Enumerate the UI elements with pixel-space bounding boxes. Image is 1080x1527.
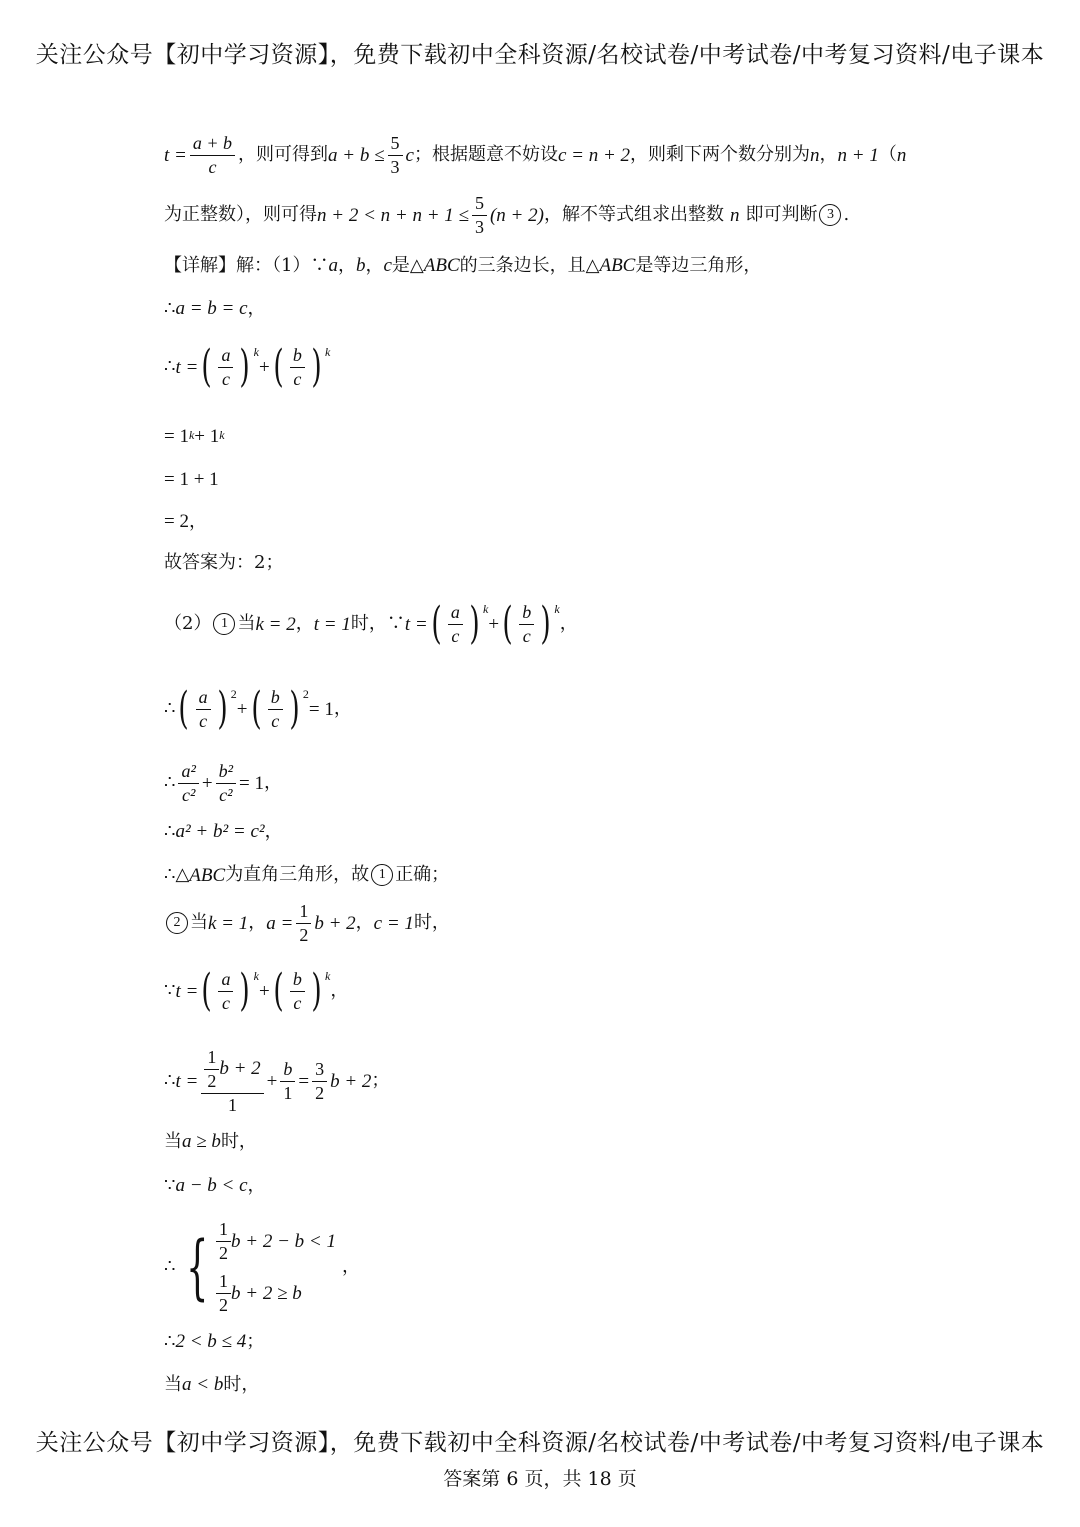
denominator: c bbox=[293, 368, 302, 389]
text: ∵ bbox=[164, 980, 176, 1002]
text: ， bbox=[330, 980, 349, 1002]
text: 时， bbox=[413, 912, 450, 934]
circled-number: 1 bbox=[213, 613, 235, 635]
solution-line-18 bbox=[164, 1132, 257, 1151]
solution-line-21 bbox=[164, 1332, 264, 1351]
text: 【详解】解：（1）∵ bbox=[164, 254, 329, 276]
solution-line-1 bbox=[164, 132, 906, 178]
text: ， bbox=[341, 1256, 360, 1278]
denominator: c bbox=[221, 368, 230, 389]
math: c bbox=[383, 255, 392, 276]
inequality-row bbox=[216, 1270, 336, 1316]
math: t = bbox=[175, 980, 199, 1002]
solution-line-22 bbox=[164, 1375, 259, 1394]
numerator: b bbox=[290, 968, 305, 992]
numerator bbox=[201, 1045, 263, 1094]
math: ABC bbox=[189, 864, 226, 886]
solution-line-4 bbox=[164, 299, 266, 318]
math: b + 2 ≥ b bbox=[231, 1283, 302, 1305]
math: n bbox=[810, 144, 820, 166]
denominator: c bbox=[199, 710, 208, 731]
text: ∴ bbox=[164, 1070, 176, 1092]
numerator: a bbox=[218, 968, 233, 992]
text: 时， bbox=[220, 1130, 257, 1152]
parenthesized-fraction: ( $\frac{a}{c}$ ) bbox=[201, 341, 251, 393]
text: 为正整数），则可得 bbox=[164, 204, 317, 226]
text: ；根据题意不妨设 bbox=[413, 144, 558, 166]
math: (n + 2) bbox=[489, 204, 544, 226]
text: 正确； bbox=[395, 864, 450, 885]
text: ； bbox=[246, 1330, 265, 1352]
fraction bbox=[190, 132, 235, 178]
math: a ≥ b bbox=[182, 1131, 221, 1152]
exponent: k bbox=[253, 345, 259, 359]
math: n bbox=[896, 144, 907, 166]
parenthesized-fraction: ( $\frac{b}{c}$ ) bbox=[502, 598, 551, 650]
text: ， bbox=[355, 912, 374, 934]
exponent: k bbox=[325, 345, 331, 359]
text: （2） bbox=[164, 613, 212, 635]
left-brace: { bbox=[186, 1226, 209, 1309]
math: = 1 bbox=[238, 772, 264, 794]
fraction bbox=[280, 1058, 295, 1104]
math: k = 1 bbox=[208, 912, 249, 934]
denominator: 3 bbox=[390, 156, 400, 177]
text: ， bbox=[337, 254, 356, 276]
math: a bbox=[328, 255, 338, 276]
numerator: 1 bbox=[216, 1270, 231, 1294]
math: c bbox=[405, 144, 414, 166]
exponent: k bbox=[188, 428, 195, 442]
math: a = bbox=[266, 912, 294, 934]
math: + bbox=[258, 980, 270, 1002]
solution-line-8 bbox=[164, 512, 207, 531]
fraction bbox=[472, 192, 487, 238]
text: ∴ bbox=[164, 820, 176, 842]
denominator: c bbox=[221, 992, 230, 1013]
math: + bbox=[201, 772, 213, 794]
text: ∴ bbox=[164, 1330, 176, 1352]
text: 即可判断 bbox=[745, 204, 818, 226]
solution-line-7 bbox=[164, 470, 219, 489]
parenthesized-fraction: ( $\frac{b}{c}$ ) bbox=[273, 965, 322, 1017]
denominator: 2 bbox=[219, 1295, 228, 1316]
solution-line-17 bbox=[164, 1045, 389, 1117]
math: t = bbox=[404, 613, 428, 635]
math: a = b = c bbox=[175, 298, 248, 319]
text: ， bbox=[188, 510, 207, 532]
text: 时，∵ bbox=[350, 613, 405, 635]
solution-line-2 bbox=[164, 192, 849, 238]
math: a < b bbox=[182, 1374, 224, 1395]
text: ∴ bbox=[164, 698, 176, 720]
denominator: c bbox=[271, 710, 280, 731]
exponent: k bbox=[253, 969, 259, 983]
text: ∵ bbox=[164, 1174, 176, 1196]
text: ，则剩下两个数分别为 bbox=[630, 144, 811, 166]
math: = 1 bbox=[308, 698, 334, 720]
numerator: 5 bbox=[472, 192, 487, 216]
solution-line-14 bbox=[164, 864, 449, 886]
text: ， bbox=[248, 912, 267, 934]
denominator: 2 bbox=[207, 1070, 217, 1091]
math: t = bbox=[175, 1070, 199, 1092]
text: ， bbox=[559, 613, 578, 635]
fraction bbox=[388, 132, 403, 178]
circled-number: 3 bbox=[819, 204, 841, 226]
text: ，则可得到 bbox=[238, 144, 329, 166]
math: = 1 bbox=[164, 426, 189, 447]
text: ， bbox=[263, 772, 282, 794]
fraction bbox=[204, 1046, 219, 1092]
math: t = 1 bbox=[313, 613, 351, 635]
numerator: 1 bbox=[204, 1046, 219, 1070]
math: k = 2 bbox=[255, 613, 296, 635]
inequality-row bbox=[216, 1218, 336, 1264]
text: 是等边三角形， bbox=[635, 254, 762, 276]
numerator: a bbox=[196, 686, 211, 710]
solution-line-9 bbox=[164, 554, 283, 572]
text: ∴△ bbox=[164, 864, 190, 885]
math: + bbox=[258, 356, 270, 378]
math: ABC bbox=[599, 255, 636, 276]
text: 当 bbox=[164, 1373, 182, 1395]
bottom-promo-banner: 关注公众号【初中学习资源】，免费下载初中全科资源/名校试卷/中考试卷/中考复习资料/电子课本 bbox=[35, 1430, 1045, 1456]
numerator: a bbox=[218, 344, 233, 368]
denominator: c bbox=[522, 625, 531, 646]
exponent: k bbox=[483, 602, 489, 616]
solution-line-10 bbox=[164, 598, 578, 650]
top-promo-banner: 关注公众号【初中学习资源】，免费下载初中全科资源/名校试卷/中考试卷/中考复习资料/电子课本 bbox=[35, 42, 1045, 68]
text: . bbox=[843, 204, 850, 226]
exponent: 2 bbox=[230, 687, 237, 701]
math: b + 2 − b < 1 bbox=[231, 1230, 336, 1252]
solution-line-12 bbox=[164, 760, 282, 806]
text: ； bbox=[371, 1070, 390, 1092]
exponent: k bbox=[325, 969, 331, 983]
numerator: b bbox=[519, 601, 534, 625]
numerator: a + b bbox=[190, 132, 235, 156]
text: 的三条边长，且△ bbox=[459, 254, 600, 276]
text: 当 bbox=[164, 1130, 182, 1152]
math: b bbox=[355, 255, 366, 276]
text: ∴ bbox=[164, 297, 176, 319]
solution-line-20 bbox=[164, 1218, 360, 1317]
math: n + 1 bbox=[837, 144, 879, 166]
math: a − b < c bbox=[175, 1175, 248, 1196]
numerator: 3 bbox=[312, 1058, 327, 1082]
parenthesized-fraction: ( $\frac{b}{c}$ ) bbox=[250, 683, 300, 735]
circled-number: 2 bbox=[166, 912, 188, 934]
text: ， bbox=[333, 698, 352, 720]
math: = 2 bbox=[164, 511, 189, 532]
denominator: 2 bbox=[315, 1082, 325, 1103]
text: ∴ bbox=[164, 772, 176, 794]
text: 当 bbox=[237, 613, 256, 635]
denominator: c bbox=[208, 156, 217, 177]
text: （ bbox=[878, 144, 897, 166]
compound-fraction bbox=[201, 1045, 263, 1117]
text: 为直角三角形，故 bbox=[225, 864, 370, 885]
numerator: a bbox=[448, 601, 463, 625]
math: 2 < b ≤ 4 bbox=[175, 1331, 247, 1352]
denominator: 1 bbox=[227, 1095, 237, 1116]
denominator: c bbox=[451, 625, 460, 646]
numerator: 1 bbox=[296, 900, 311, 924]
numerator: b bbox=[268, 686, 283, 710]
text: ， bbox=[247, 297, 266, 319]
math: n + 2 < n + n + 1 ≤ bbox=[317, 204, 469, 226]
math: + bbox=[236, 698, 248, 720]
math: + bbox=[488, 613, 500, 635]
denominator: 2 bbox=[299, 924, 309, 945]
math: b + 2 bbox=[314, 912, 356, 934]
inequality-system bbox=[216, 1218, 336, 1317]
math: c = n + 2 bbox=[557, 144, 631, 166]
exponent: k bbox=[554, 602, 560, 616]
solution-line-19 bbox=[164, 1176, 266, 1195]
math: c = 1 bbox=[373, 912, 414, 934]
fraction bbox=[312, 1058, 327, 1104]
page-number: 答案第 6 页，共 18 页 bbox=[443, 1468, 637, 1490]
math: + bbox=[266, 1070, 278, 1092]
text: 是△ bbox=[391, 254, 424, 276]
solution-line-5 bbox=[164, 341, 331, 393]
denominator: c² bbox=[181, 784, 196, 805]
math: a² + b² = c² bbox=[175, 821, 265, 842]
math: a + b ≤ bbox=[328, 144, 385, 166]
circled-number: 1 bbox=[371, 864, 393, 886]
numerator: a² bbox=[178, 760, 198, 784]
numerator: b bbox=[280, 1058, 295, 1082]
math: b + 2 bbox=[330, 1070, 372, 1092]
numerator: b bbox=[290, 344, 305, 368]
text: ， bbox=[295, 613, 314, 635]
text: 时， bbox=[223, 1373, 260, 1395]
math: = 1 + 1 bbox=[164, 469, 219, 490]
denominator: 1 bbox=[283, 1082, 293, 1103]
denominator: c bbox=[293, 992, 302, 1013]
parenthesized-fraction: ( $\frac{a}{c}$ ) bbox=[201, 965, 251, 1017]
text: 当 bbox=[190, 912, 208, 934]
solution-line-3 bbox=[164, 256, 761, 275]
math: b + 2 bbox=[219, 1058, 261, 1080]
numerator: 5 bbox=[388, 132, 403, 156]
numerator: 1 bbox=[216, 1218, 231, 1242]
math: = bbox=[298, 1070, 310, 1092]
math: ABC bbox=[423, 255, 460, 276]
solution-line-16 bbox=[164, 965, 349, 1017]
text: ，解不等式组求出整数 bbox=[543, 204, 724, 226]
fraction bbox=[216, 760, 236, 806]
text: ∴ bbox=[164, 356, 176, 378]
parenthesized-fraction: ( $\frac{a}{c}$ ) bbox=[431, 598, 480, 650]
solution-line-15 bbox=[164, 900, 450, 946]
text: ， bbox=[365, 254, 384, 276]
text: ， bbox=[247, 1174, 266, 1196]
text: ， bbox=[264, 820, 283, 842]
parenthesized-fraction: ( $\frac{b}{c}$ ) bbox=[273, 341, 322, 393]
math: t = bbox=[164, 144, 187, 166]
exponent: 2 bbox=[302, 687, 309, 701]
text: ∴ bbox=[164, 1256, 176, 1278]
solution-line-13 bbox=[164, 822, 283, 841]
math: + 1 bbox=[194, 426, 220, 447]
text: 故答案为：2； bbox=[164, 552, 284, 573]
denominator: 2 bbox=[219, 1242, 228, 1263]
math: t = bbox=[175, 356, 199, 378]
fraction bbox=[178, 760, 198, 806]
denominator: c² bbox=[219, 784, 233, 805]
solution-line-11 bbox=[164, 683, 352, 735]
solution-line-6 bbox=[164, 427, 225, 446]
fraction bbox=[296, 900, 311, 946]
denominator: 3 bbox=[474, 216, 484, 237]
math: n bbox=[729, 204, 740, 226]
exponent: k bbox=[219, 428, 225, 442]
fraction bbox=[216, 1218, 231, 1264]
parenthesized-fraction: ( $\frac{a}{c}$ ) bbox=[178, 683, 228, 735]
text: ， bbox=[819, 144, 838, 166]
fraction bbox=[216, 1270, 231, 1316]
numerator: b² bbox=[216, 760, 236, 784]
